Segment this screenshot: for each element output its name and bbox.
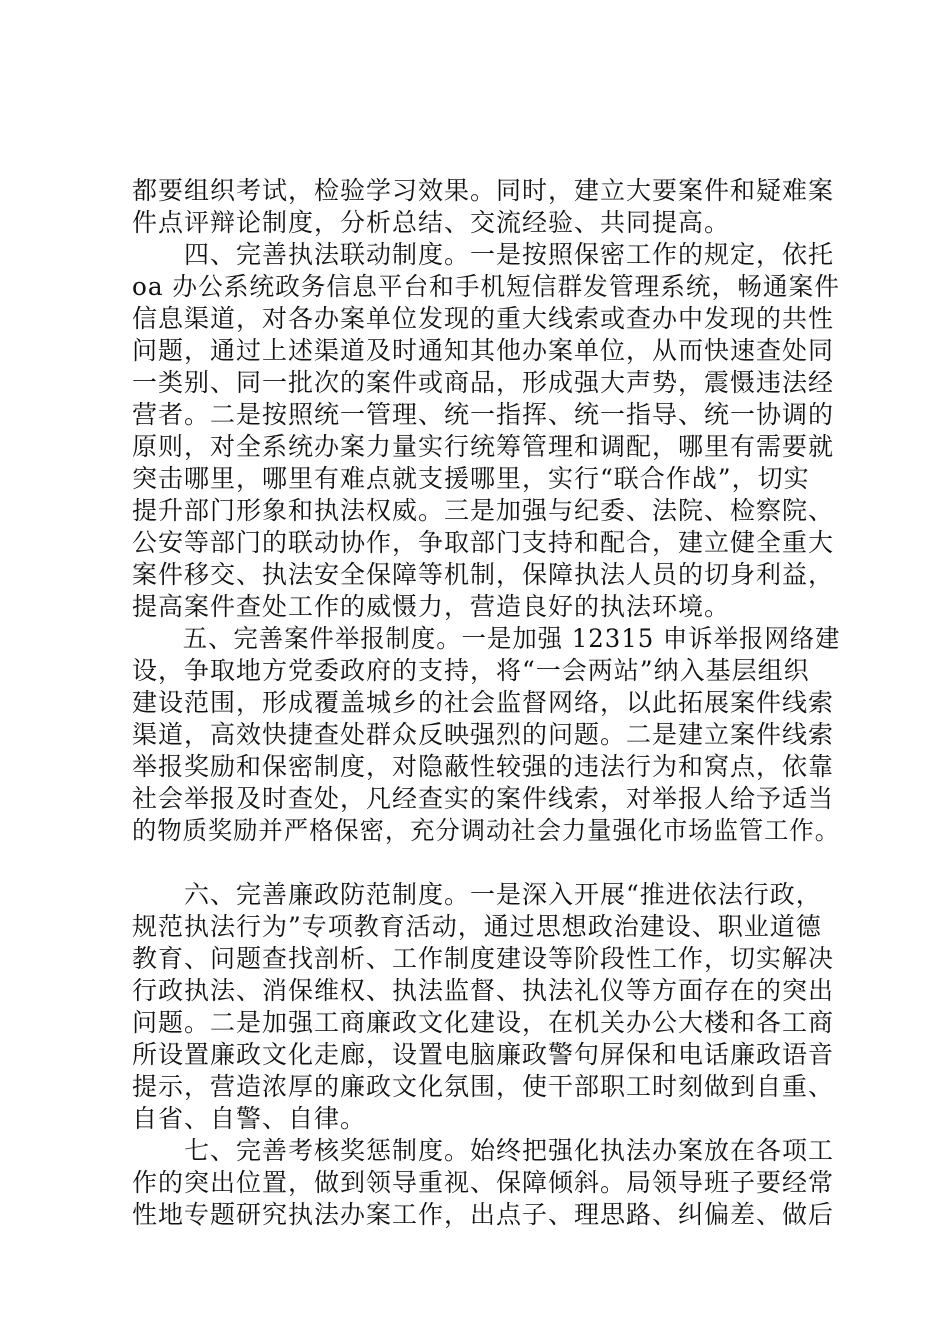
text-line: 七、完善考核奖惩制度。始终把强化执法办案放在各项工: [132, 1136, 835, 1165]
text-line: 规范执法行为”专项教育活动，通过思想政治建设、职业道德: [132, 912, 822, 941]
text-line: 问题，通过上述渠道及时通知其他办案单位，从而快速查处同: [132, 336, 835, 365]
text-line: 原则，对全系统办案力量实行统筹管理和调配，哪里有需要就: [132, 432, 835, 461]
text-line: 四、完善执法联动制度。一是按照保密工作的规定，依托: [132, 240, 835, 269]
text-line: oa 办公系统政务信息平台和手机短信群发管理系统，畅通案件: [132, 272, 840, 301]
text-line: 信息渠道，对各办案单位发现的重大线索或查办中发现的共性: [132, 304, 835, 333]
text-line: 行政执法、消保维权、执法监督、执法礼仪等方面存在的突出: [132, 976, 835, 1005]
text-line: 五、完善案件举报制度。一是加强 12315 申诉举报网络建: [132, 624, 841, 653]
text-line: 提示，营造浓厚的廉政文化氛围，使干部职工时刻做到自重、: [132, 1072, 835, 1101]
text-line: 问题。二是加强工商廉政文化建设，在机关办公大楼和各工商: [132, 1008, 835, 1037]
text-line: 一类别、同一批次的案件或商品，形成强大声势，震慑违法经: [132, 368, 835, 397]
text-line: 提升部门形象和执法权威。三是加强与纪委、法院、检察院、: [132, 496, 835, 525]
text-line: 提高案件查处工作的威慑力，营造良好的执法环境。: [132, 592, 731, 621]
text-line: 渠道，高效快捷查处群众反映强烈的问题。二是建立案件线索: [132, 720, 835, 749]
text-line: 性地专题研究执法办案工作，出点子、理思路、纠偏差、做后: [132, 1200, 835, 1229]
text-line: 设，争取地方党委政府的支持，将“一会两站”纳入基层组织: [132, 656, 810, 685]
text-line: 举报奖励和保密制度，对隐蔽性较强的违法行为和窝点，依靠: [132, 752, 835, 781]
text-line: 突击哪里，哪里有难点就支援哪里，实行“联合作战”，切实: [132, 464, 810, 493]
text-line: 作的突出位置，做到领导重视、保障倾斜。局领导班子要经常: [132, 1168, 835, 1197]
text-line: 件点评辩论制度，分析总结、交流经验、共同提高。: [132, 208, 731, 237]
text-line: 六、完善廉政防范制度。一是深入开展“推进依法行政，: [132, 880, 822, 909]
text-line: 建设范围，形成覆盖城乡的社会监督网络，以此拓展案件线索: [132, 688, 835, 717]
text-line: 营者。二是按照统一管理、统一指挥、统一指导、统一协调的: [132, 400, 835, 429]
text-line: 的物质奖励并严格保密，充分调动社会力量强化市场监管工作。: [132, 816, 841, 845]
text-line: 公安等部门的联动协作，争取部门支持和配合，建立健全重大: [132, 528, 835, 557]
text-line: 教育、问题查找剖析、工作制度建设等阶段性工作，切实解决: [132, 944, 835, 973]
text-line: 所设置廉政文化走廊，设置电脑廉政警句屏保和电话廉政语音: [132, 1040, 835, 1069]
text-line: 社会举报及时查处，凡经查实的案件线索，对举报人给予适当: [132, 784, 835, 813]
text-line: 自省、自警、自律。: [132, 1104, 367, 1133]
text-line: 都要组织考试，检验学习效果。同时，建立大要案件和疑难案: [132, 176, 835, 205]
text-line: 案件移交、执法安全保障等机制，保障执法人员的切身利益，: [132, 560, 835, 589]
